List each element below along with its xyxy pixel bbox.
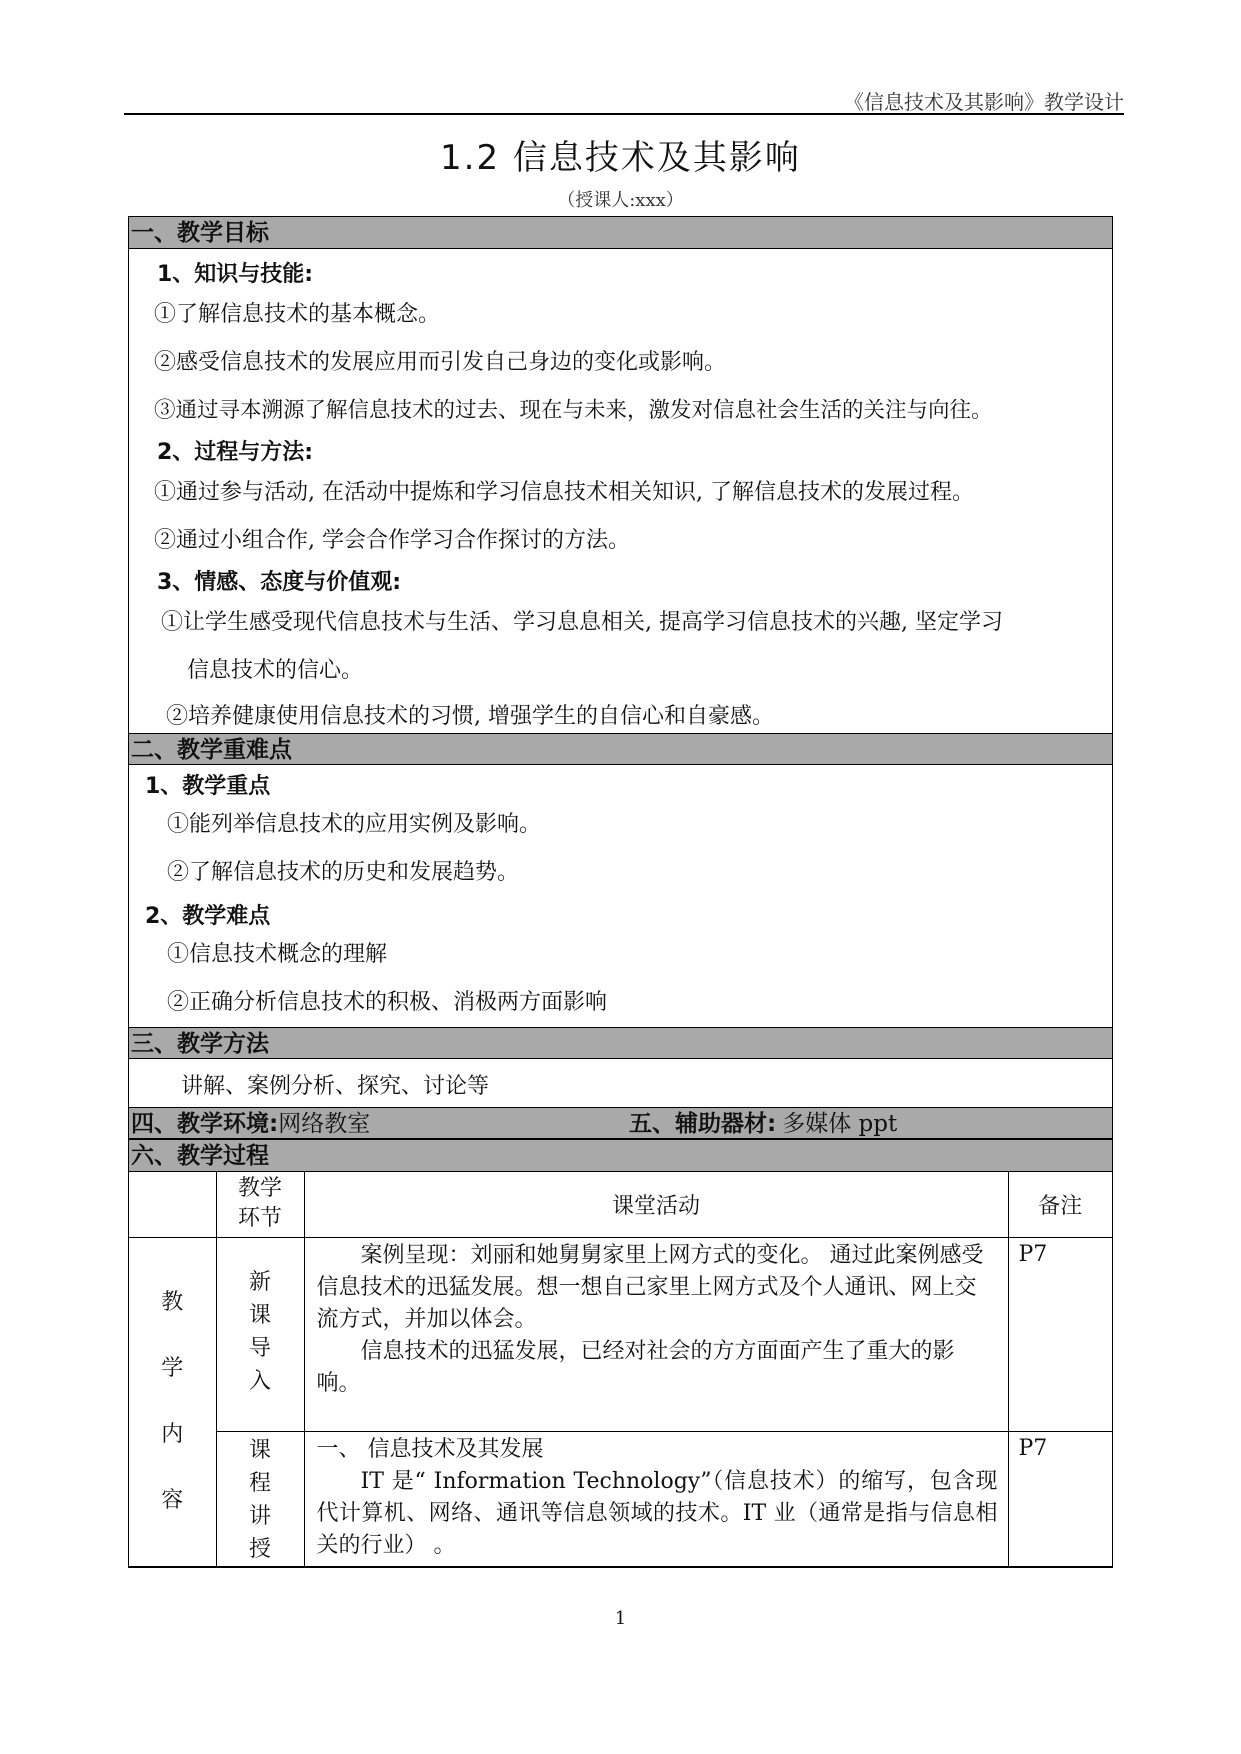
row2-activity-p1: 一、 信息技术及其发展 (316, 1437, 544, 1462)
row1-activity-p2: 信息技术的迅猛发展，已经对社会的方方面面产生了重大的影响。 (316, 1339, 955, 1396)
process-table (129, 1171, 1112, 1567)
header-rule (124, 113, 1124, 115)
environment-label: 四、教学环境: (131, 1111, 279, 1137)
row2-note: P7 (1008, 1432, 1112, 1567)
process-header-stage (216, 1172, 304, 1238)
section-process-title: 六、教学过程 (129, 1139, 1112, 1171)
row2-activity-p2: IT 是“ Information Technology”（信息技术）的缩写，包含现代计算机、网络、通讯等信息领域的技术。IT 业（通常是指与信息相关的行业） 。 (316, 1469, 998, 1558)
keypoints-line-4: ②正确分析信息技术的积极、消极两方面影响 (167, 990, 608, 1015)
keypoints-line-1: ①能列举信息技术的应用实例及影响。 (167, 812, 542, 837)
row2-activity-cell (304, 1432, 1008, 1567)
objectives-line-1: ①了解信息技术的基本概念。 (154, 302, 441, 327)
objectives-heading-3: 3、情感、态度与价值观: (157, 570, 402, 595)
process-group-text: 教学内容 (161, 1290, 184, 1513)
process-header-empty (129, 1172, 216, 1238)
aux-equipment-label: 五、辅助器材: (629, 1111, 777, 1137)
row1-stage: 新课导入 (249, 1270, 272, 1394)
keypoints-line-2: ②了解信息技术的历史和发展趋势。 (167, 860, 520, 885)
keypoints-heading-2: 2、教学难点 (145, 904, 271, 929)
objectives-heading-1: 1、知识与技能: (157, 262, 314, 287)
page-number: 1 (614, 1608, 627, 1629)
section-keypoints-body (129, 765, 1112, 1027)
objectives-line-4: ①通过参与活动, 在活动中提炼和学习信息技术相关知识, 了解信息技术的发展过程。 (154, 480, 974, 505)
keypoints-heading-1: 1、教学重点 (145, 774, 271, 799)
row2-stage: 课程讲授 (249, 1438, 272, 1562)
section-objectives-body (129, 249, 1112, 733)
aux-equipment (629, 1108, 897, 1140)
process-header-note: 备注 (1008, 1172, 1112, 1238)
section-environment-bar (129, 1107, 1112, 1139)
header-text: 《信息技术及其影响》教学设计 (844, 90, 1124, 114)
keypoints-line-3: ①信息技术概念的理解 (167, 942, 388, 967)
section-methods-title: 三、教学方法 (129, 1027, 1112, 1059)
row2-stage-cell (216, 1432, 304, 1567)
objectives-heading-2: 2、过程与方法: (157, 440, 314, 465)
process-group-cell (129, 1238, 216, 1567)
objectives-line-2: ②感受信息技术的发展应用而引发自己身边的变化或影响。 (154, 350, 727, 375)
process-header-activity: 课堂活动 (304, 1172, 1008, 1238)
objectives-line-3: ③通过寻本溯源了解信息技术的过去、现在与未来，激发对信息社会生活的关注与向往。 (154, 398, 993, 423)
row1-activity-p1: 案例呈现：刘丽和她舅舅家里上网方式的变化。 通过此案例感受信息技术的迅猛发展。想一想自己家里上网方式及个人通讯、网上交流方式，并加以体会。 (316, 1243, 984, 1332)
aux-equipment-value: 多媒体 ppt (782, 1111, 898, 1137)
process-header-stage-text: 教学环节 (237, 1176, 282, 1231)
objectives-line-5: ②通过小组合作, 学会合作学习合作探讨的方法。 (154, 528, 630, 553)
environment-value: 网络教室 (278, 1111, 371, 1137)
objectives-line-6a: ①让学生感受现代信息技术与生活、学习息息相关, 提高学习信息技术的兴趣, 坚定学习 (161, 610, 1003, 635)
row1-activity-cell (304, 1238, 1008, 1432)
section-objectives-title: 一、教学目标 (129, 217, 1112, 249)
objectives-line-6b: 信息技术的信心。 (187, 658, 364, 683)
section-methods-body (129, 1059, 1112, 1107)
row1-stage-cell (216, 1238, 304, 1432)
page-title: 1.2 信息技术及其影响 (440, 138, 801, 178)
methods-line-1: 讲解、案例分析、探究、讨论等 (181, 1074, 490, 1099)
row1-note: P7 (1008, 1238, 1112, 1432)
objectives-line-7: ②培养健康使用信息技术的习惯, 增强学生的自信心和自豪感。 (166, 704, 774, 729)
lesson-plan-table (128, 216, 1113, 1568)
page-subtitle: （授课人:xxx） (557, 190, 684, 211)
section-keypoints-title: 二、教学重难点 (129, 733, 1112, 765)
